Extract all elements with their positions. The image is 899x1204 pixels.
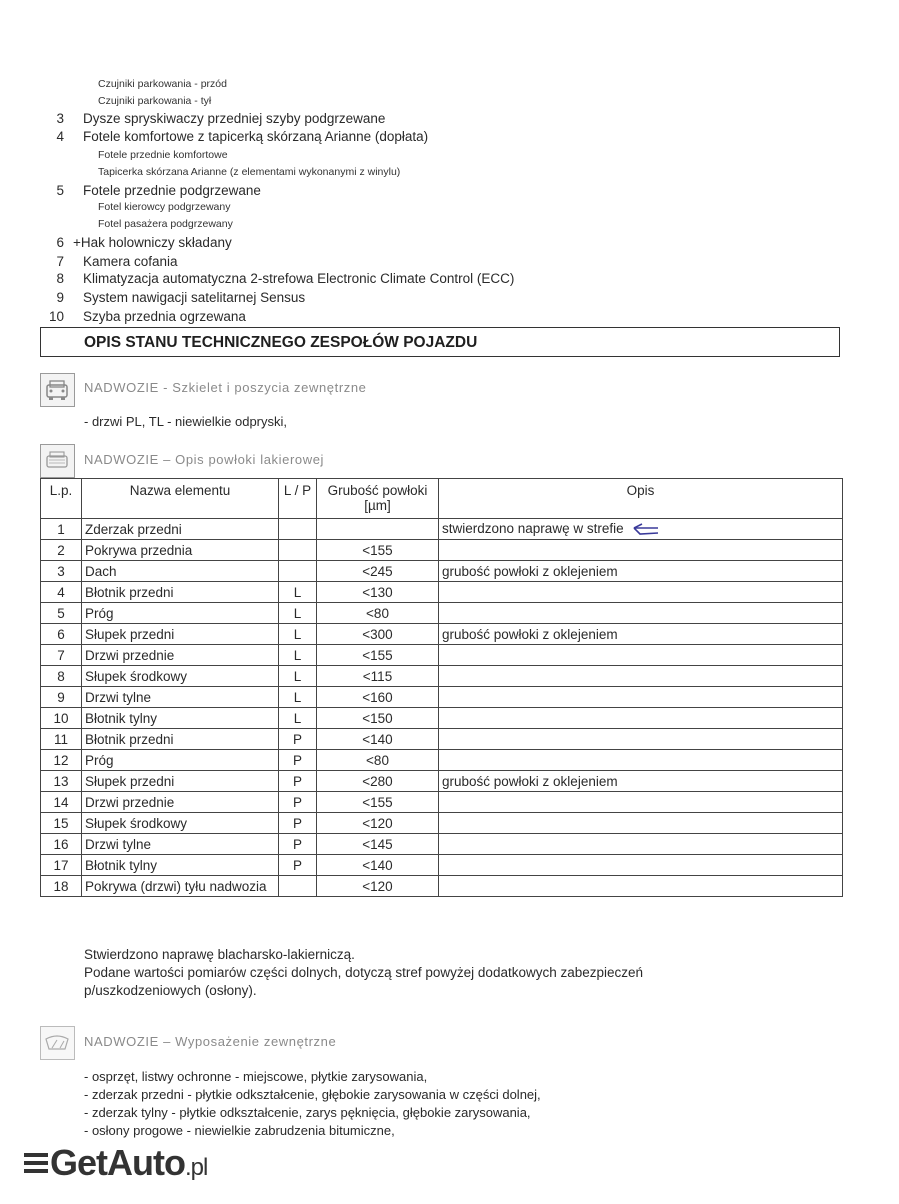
cell-side: L [279,666,317,687]
subitem-parking-front: Czujniki parkowania - przód [98,78,227,90]
cell-lp: 9 [41,687,82,708]
table-row [41,708,843,729]
table-row [41,729,843,750]
cell-side: P [279,771,317,792]
subitem: Fotele przednie komfortowe [98,149,228,161]
cell-thickness [317,519,439,540]
cell-thickness: <115 [317,666,439,687]
table-row [41,561,843,582]
cell-name: Błotnik przedni [82,582,279,603]
car-paint-icon [40,444,75,478]
paint-title: NADWOZIE – Opis powłoki lakierowej [84,452,325,467]
cell-thickness: <140 [317,729,439,750]
cell-side: P [279,792,317,813]
cell-thickness: <140 [317,855,439,876]
cell-side: P [279,855,317,876]
paint-table [40,478,843,897]
cell-lp: 12 [41,750,82,771]
cell-desc [439,813,843,834]
cell-desc [439,603,843,624]
table-row [41,876,843,897]
paint-note-1: Stwierdzono naprawę blacharsko-lakierniczą. [84,947,355,962]
cell-side: L [279,603,317,624]
cell-side: P [279,750,317,771]
cell-name: Słupek przedni [82,771,279,792]
cell-lp: 2 [41,540,82,561]
cell-lp: 15 [41,813,82,834]
cell-lp: 14 [41,792,82,813]
cell-desc [439,582,843,603]
header-lp: L.p. [41,479,82,519]
subitem: Fotel pasażera podgrzewany [98,218,233,230]
cell-desc [439,687,843,708]
table-row [41,750,843,771]
cell-name: Próg [82,750,279,771]
section-heading-box [40,327,840,357]
handwritten-arrow-icon [628,523,662,537]
cell-desc [439,729,843,750]
header-name: Nazwa elementu [82,479,279,519]
header-side: L / P [279,479,317,519]
cell-thickness: <160 [317,687,439,708]
cell-side: L [279,645,317,666]
cell-lp: 11 [41,729,82,750]
table-row [41,603,843,624]
table-header-row [41,479,843,519]
cell-name: Słupek środkowy [82,813,279,834]
cell-desc: grubość powłoki z oklejeniem [439,771,843,792]
cell-thickness: <155 [317,540,439,561]
cell-thickness: <150 [317,708,439,729]
paint-note-3: p/uszkodzeniowych (osłony). [84,983,257,998]
cell-name: Błotnik tylny [82,708,279,729]
cell-thickness: <155 [317,645,439,666]
cell-lp: 16 [41,834,82,855]
cell-lp: 7 [41,645,82,666]
cell-side [279,876,317,897]
cell-lp: 13 [41,771,82,792]
cell-side: L [279,708,317,729]
exterior-item: - osprzęt, listwy ochronne - miejscowe, płytkie zarysowania, [84,1069,428,1084]
cell-desc [439,855,843,876]
table-row [41,792,843,813]
cell-thickness: <155 [317,792,439,813]
body-frame-title: NADWOZIE - Szkielet i poszycia zewnętrzne [84,380,367,395]
cell-name: Pokrywa (drzwi) tyłu nadwozia [82,876,279,897]
cell-lp: 10 [41,708,82,729]
table-row [41,834,843,855]
menu-lines-icon [24,1149,50,1177]
cell-name: Drzwi przednie [82,792,279,813]
cell-name: Słupek przedni [82,624,279,645]
cell-desc [439,876,843,897]
getauto-logo: GetAuto.pl [24,1142,207,1184]
cell-side [279,561,317,582]
cell-name: Zderzak przedni [82,519,279,540]
cell-lp: 3 [41,561,82,582]
cell-desc [439,834,843,855]
cell-side: P [279,729,317,750]
table-row [41,645,843,666]
cell-side [279,540,317,561]
cell-name: Drzwi tylne [82,834,279,855]
exterior-item: - zderzak tylny - płytkie odkształcenie, zarys pęknięcia, głębokie zarysowania, [84,1105,531,1120]
car-front-icon [40,373,75,407]
cell-name: Drzwi przednie [82,645,279,666]
cell-side: L [279,624,317,645]
cell-name: Błotnik tylny [82,855,279,876]
cell-name: Pokrywa przednia [82,540,279,561]
cell-name: Próg [82,603,279,624]
cell-thickness: <80 [317,750,439,771]
cell-thickness: <145 [317,834,439,855]
cell-desc [439,645,843,666]
table-row [41,519,843,540]
cell-name: Słupek środkowy [82,666,279,687]
cell-desc: grubość powłoki z oklejeniem [439,561,843,582]
cell-lp: 8 [41,666,82,687]
body-frame-note: - drzwi PL, TL - niewielkie odpryski, [84,414,288,429]
header-desc: Opis [439,479,843,519]
cell-side [279,519,317,540]
cell-lp: 6 [41,624,82,645]
cell-name: Drzwi tylne [82,687,279,708]
cell-lp: 4 [41,582,82,603]
exterior-item: - osłony progowe - niewielkie zabrudzenia bitumiczne, [84,1123,395,1138]
table-row [41,624,843,645]
cell-name: Dach [82,561,279,582]
subitem: Fotel kierowcy podgrzewany [98,201,231,213]
cell-lp: 17 [41,855,82,876]
cell-desc [439,708,843,729]
cell-side: L [279,687,317,708]
cell-thickness: <120 [317,813,439,834]
cell-name: Błotnik przedni [82,729,279,750]
cell-thickness: <120 [317,876,439,897]
cell-side: P [279,813,317,834]
cell-lp: 5 [41,603,82,624]
cell-desc [439,666,843,687]
cell-desc [439,750,843,771]
cell-side: L [279,582,317,603]
cell-thickness: <130 [317,582,439,603]
header-thickness: Grubość powłoki [µm] [317,479,439,519]
cell-lp: 18 [41,876,82,897]
cell-thickness: <245 [317,561,439,582]
cell-desc [439,792,843,813]
cell-thickness: <280 [317,771,439,792]
subitem-parking-rear: Czujniki parkowania - tył [98,95,212,107]
section-title: OPIS STANU TECHNICZNEGO ZESPOŁÓW POJAZDU [84,334,478,351]
cell-side: P [279,834,317,855]
table-row [41,771,843,792]
wiper-icon [40,1026,75,1060]
table-row [41,855,843,876]
subitem: Tapicerka skórzana Arianne (z elementami wykonanymi z winylu) [98,166,401,178]
table-row [41,666,843,687]
cell-desc: stwierdzono naprawę w strefie [439,519,843,540]
exterior-title: NADWOZIE – Wyposażenie zewnętrzne [84,1034,337,1049]
paint-note-2: Podane wartości pomiarów części dolnych, dotyczą stref powyżej dodatkowych zabezpieczeń [84,965,644,980]
cell-desc [439,540,843,561]
table-row [41,540,843,561]
table-row [41,813,843,834]
cell-thickness: <300 [317,624,439,645]
table-row [41,582,843,603]
cell-thickness: <80 [317,603,439,624]
table-row [41,687,843,708]
cell-desc: grubość powłoki z oklejeniem [439,624,843,645]
cell-lp: 1 [41,519,82,540]
exterior-item: - zderzak przedni - płytkie odkształcenie, głębokie zarysowania w części dolnej, [84,1087,541,1102]
